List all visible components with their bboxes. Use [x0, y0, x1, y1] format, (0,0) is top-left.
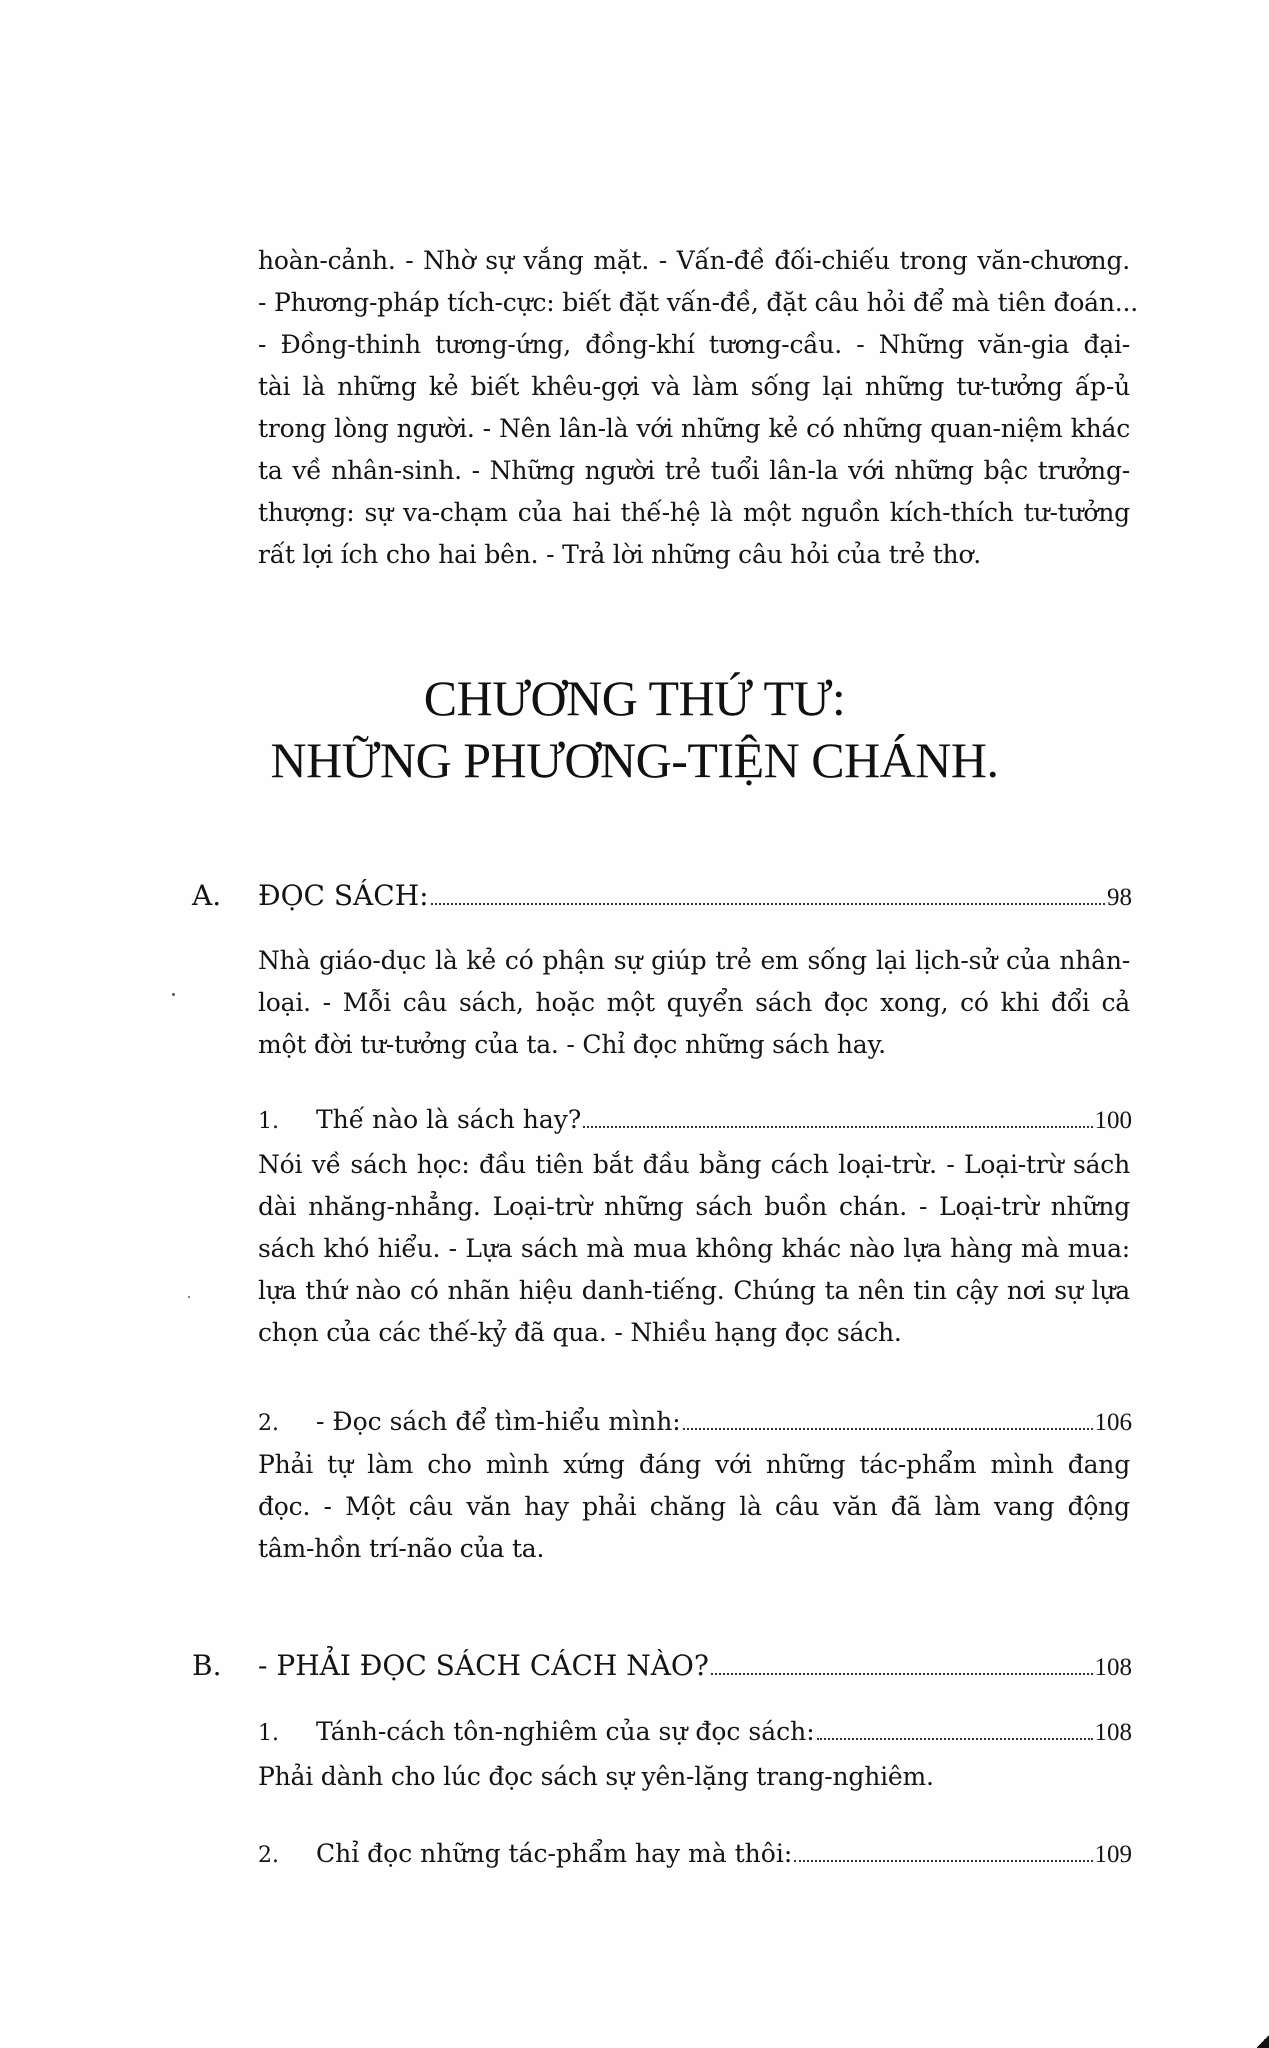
- item-summary-line: dài nhăng-nhẳng. Loại-trừ những sách buồn chán. - Loại-trừ những: [258, 1192, 1130, 1221]
- section-summary-line: một đời tư-tưởng của ta. - Chỉ đọc những sách hay.: [258, 1030, 886, 1059]
- item-title: Chỉ đọc những tác-phẩm hay mà thôi:: [316, 1839, 793, 1868]
- toc-section-b: [192, 1646, 1132, 1688]
- section-title: - PHẢI ĐỌC SÁCH CÁCH NÀO?: [258, 1649, 709, 1682]
- item-title: - Đọc sách để tìm-hiểu mình:: [316, 1407, 681, 1436]
- item-summary-line: tâm-hồn trí-não của ta.: [258, 1534, 545, 1563]
- section-summary-line: loại. - Mỗi câu sách, hoặc một quyển sách đọc xong, có khi đổi cả: [258, 988, 1130, 1017]
- dot-leader: [431, 902, 1105, 905]
- page-corner-shadow: [1257, 2034, 1269, 2048]
- item-marker: 1.: [258, 1109, 279, 1134]
- dot-leader: [817, 1737, 1093, 1740]
- paragraph-line: hoàn-cảnh. - Nhờ sự vắng mặt. - Vấn-đề đối-chiếu trong văn-chương.: [258, 246, 1130, 275]
- dot-leader: [583, 1125, 1092, 1128]
- paragraph-line: rất lợi ích cho hai bên. - Trả lời những câu hỏi của trẻ thơ.: [258, 540, 982, 569]
- page-number: 100: [1094, 1107, 1132, 1134]
- toc-item-a1: [258, 1100, 1132, 1142]
- page-number: 108: [1094, 1719, 1132, 1746]
- chapter-title-line-2: NHỮNG PHƯƠNG-TIỆN CHÁNH.: [270, 732, 999, 788]
- paragraph-line: tài là những kẻ biết khêu-gợi và làm sống lại những tư-tưởng ấp-ủ: [258, 372, 1130, 401]
- section-summary-line: Nhà giáo-dục là kẻ có phận sự giúp trẻ em sống lại lịch-sử của nhân-: [258, 946, 1130, 975]
- item-marker: 2.: [258, 1843, 279, 1868]
- item-summary-line: Phải tự làm cho mình xứng đáng với những tác-phẩm mình đang: [258, 1450, 1130, 1479]
- item-summary-line: Phải dành cho lúc đọc sách sự yên-lặng trang-nghiêm.: [258, 1762, 934, 1791]
- section-marker: A.: [192, 879, 222, 912]
- item-summary-line: Nói về sách học: đầu tiên bắt đầu bằng cách loại-trừ. - Loại-trừ sách: [258, 1150, 1130, 1179]
- page-number: 106: [1094, 1409, 1132, 1436]
- dot-leader: [711, 1672, 1093, 1675]
- section-marker: B.: [192, 1649, 222, 1682]
- toc-item-b2: [258, 1834, 1132, 1876]
- page-number: 109: [1094, 1841, 1132, 1868]
- page-number: 108: [1094, 1654, 1132, 1681]
- toc-item-b1: [258, 1712, 1132, 1754]
- item-marker: 2.: [258, 1411, 279, 1436]
- item-summary-line: chọn của các thế-kỷ đã qua. - Nhiều hạng đọc sách.: [258, 1318, 902, 1347]
- paragraph-line: trong lòng người. - Nên lân-là với những kẻ có những quan-niệm khác: [258, 414, 1130, 443]
- toc-section-a: [192, 876, 1132, 918]
- section-title: ĐỌC SÁCH:: [258, 879, 429, 912]
- toc-item-a2: [258, 1402, 1132, 1444]
- item-summary-line: lựa thứ nào có nhãn hiệu danh-tiếng. Chúng ta nên tin cậy nơi sự lựa: [258, 1276, 1130, 1305]
- dot-leader: [794, 1859, 1092, 1862]
- item-marker: 1.: [258, 1721, 279, 1746]
- chapter-title-line-1: CHƯƠNG THỨ TƯ:: [423, 670, 846, 726]
- dot-leader: [683, 1427, 1093, 1430]
- item-title: Tánh-cách tôn-nghiêm của sự đọc sách:: [316, 1717, 815, 1746]
- scan-speck: [172, 993, 175, 996]
- item-summary-line: sách khó hiểu. - Lựa sách mà mua không khác nào lựa hàng mà mua:: [258, 1234, 1130, 1263]
- scan-speck: [188, 1296, 190, 1298]
- paragraph-line: ta về nhân-sinh. - Những người trẻ tuổi lân-la với những bậc trưởng-: [258, 456, 1130, 485]
- paragraph-line: thượng: sự va-chạm của hai thế-hệ là một nguồn kích-thích tư-tưởng: [258, 498, 1130, 527]
- page-number: 98: [1107, 884, 1132, 911]
- item-summary-line: đọc. - Một câu văn hay phải chăng là câu văn đã làm vang động: [258, 1492, 1130, 1521]
- item-title: Thế nào là sách hay?: [316, 1105, 582, 1134]
- paragraph-line: - Đồng-thinh tương-ứng, đồng-khí tương-cầu. - Những văn-gia đại-: [258, 330, 1130, 359]
- paragraph-line: - Phương-pháp tích-cực: biết đặt vấn-đề, đặt câu hỏi để mà tiên đoán...: [258, 288, 1139, 317]
